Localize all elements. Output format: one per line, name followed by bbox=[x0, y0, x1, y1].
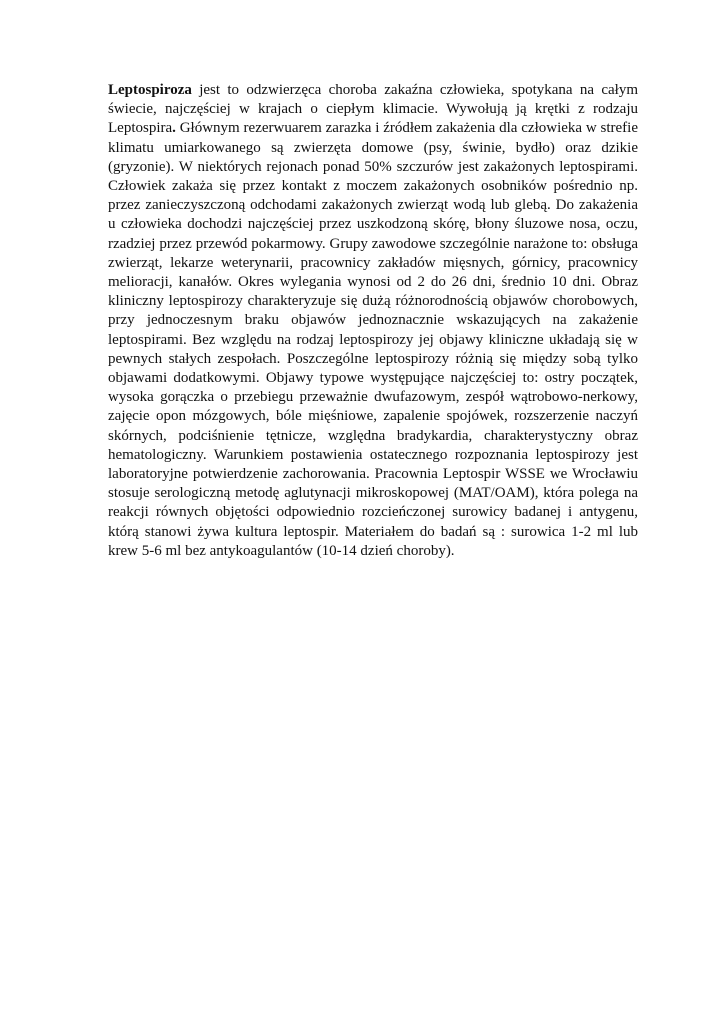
main-text: Głównym rezerwuarem zarazka i źródłem zakażenia dla człowieka w strefie klimatu umiarkowanego są zwierzęta domowe (psy, świnie, bydło) oraz dzikie (gryzonie). W niektórych rejonach ponad 50% szczurów jest zakażonych leptospirami. Człowiek zakaża się przez kontakt z moczem zakażonych osobników pośrednio np. przez zanieczyszczoną odchodami zakażonych zwierząt wodą lub glebą. Do zakażenia u człowieka dochodzi najczęściej przez uszkodzoną skórę, błony śluzowe nosa, oczu, rzadziej przez przewód pokarmowy. Grupy zawodowe szczególnie narażone to: obsługa zwierząt, lekarze weterynarii, pracownicy zakładów mięsnych, górnicy, pracownicy melioracji, kanałów. Okres wylegania wynosi od 2 do 26 dni, średnio 10 dni. Obraz kliniczny leptospirozy charakteryzuje się dużą różnorodnością objawów chorobowych, przy jednoczesnym braku objawów jednoznacznie wskazujących na zakażenie leptospirami. Bez względu na rodzaj leptospirozy jej objawy kliniczne układają się w pewnych stałych zespołach. Poszczególne leptospirozy różnią się między sobą tylko objawami dodatkowymi. Objawy typowe występujące najczęściej to: ostry początek, wysoka gorączka o przebiegu przeważnie dwufazowym, zespół wątrobowo-nerkowy, zajęcie opon mózgowych, bóle mięśniowe, zapalenie spojówek, rozszerzenie naczyń skórnych, podciśnienie tętnicze, względna bradykardia, charakterystyczny obraz hematologiczny. Warunkiem postawienia ostatecznego rozpoznania leptospirozy jest laboratoryjne potwierdzenie zachorowania. Pracownia Leptospir WSSE we Wrocławiu stosuje serologiczną metodę aglutynacji mikroskopowej (MAT/OAM), która polega na reakcji równych objętości odpowiednio rozcieńczonej surowicy badanej i antygenu, którą stanowi żywa kultura leptospir. Materiałem do badań są : surowica 1-2 ml lub krew 5-6 ml bez antykoagulantów (10-14 dzień choroby). bbox=[108, 120, 638, 559]
term-heading: Leptospiroza bbox=[108, 82, 192, 98]
intro-sentence: jest to odzwierzęca choroba zakaźna człowieka, spotykana na całym świecie, najczęściej w krajach o ciepłym klimacie. Wywołują ją krętki z rodzaju Leptospira bbox=[108, 82, 638, 137]
body-paragraph bbox=[108, 81, 638, 561]
bold-period: . bbox=[172, 120, 176, 137]
